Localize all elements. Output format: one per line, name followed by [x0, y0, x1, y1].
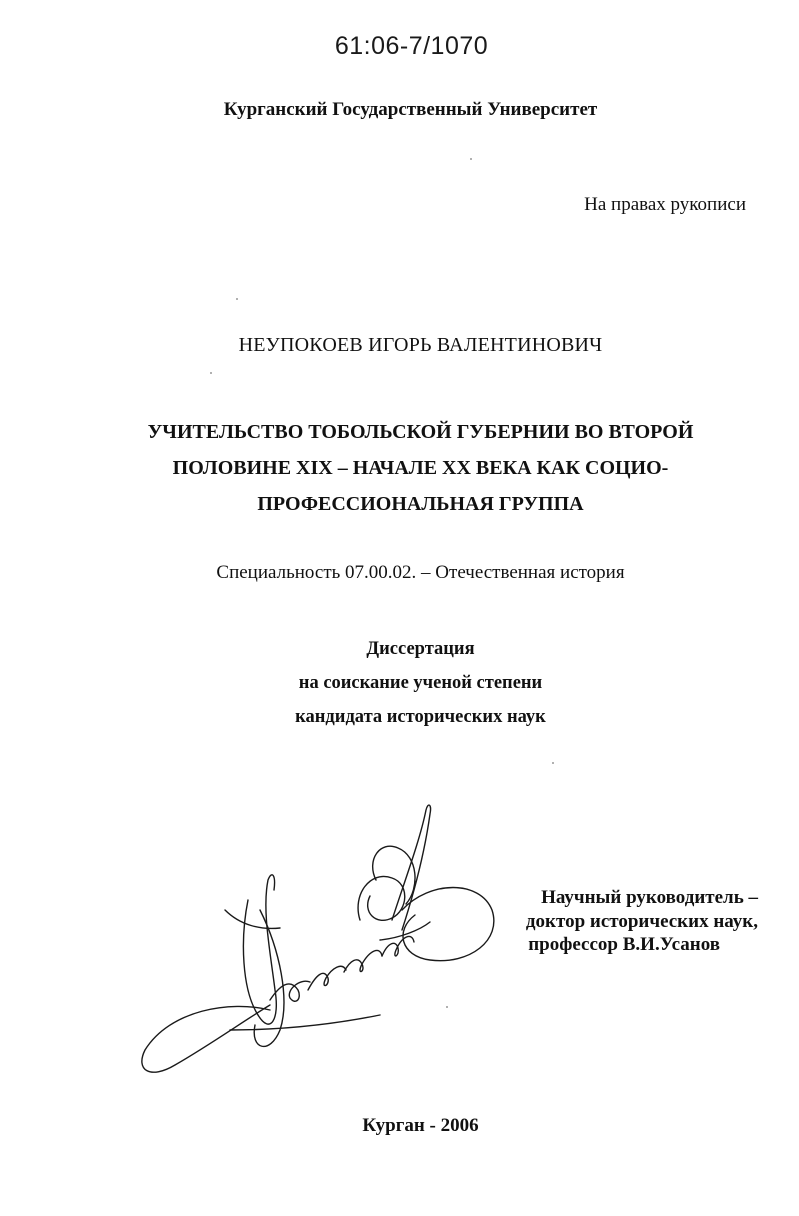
supervisor-line: Научный руководитель – [541, 887, 758, 908]
scan-speck [236, 298, 238, 300]
scan-speck [446, 1006, 448, 1008]
city-year: Курган - 2006 [362, 1115, 479, 1136]
supervisor-line: профессор В.И.Усанов [528, 934, 720, 955]
scan-speck [552, 762, 554, 764]
degree-statement [0, 632, 799, 734]
supervisor-line: доктор исторических наук, [525, 910, 758, 932]
specialty: Специальность 07.00.02. – Отечественная история [216, 562, 625, 583]
rights-note: На правах рукописи [584, 194, 746, 215]
supervisor-block [504, 886, 758, 957]
degree-line: Диссертация [366, 639, 475, 659]
thesis-title [0, 414, 799, 522]
thesis-title-line: ПРОФЕССИОНАЛЬНАЯ ГРУППА [257, 493, 584, 515]
catalog-number: 61:06-7/1070 [334, 32, 489, 60]
author-name: НЕУПОКОЕВ ИГОРЬ ВАЛЕНТИНОВИЧ [238, 334, 603, 356]
scan-speck [210, 372, 212, 374]
scan-speck [470, 158, 472, 160]
thesis-title-line: ПОЛОВИНЕ XIX – НАЧАЛЕ XX ВЕКА КАК СОЦИО- [172, 457, 669, 479]
handwritten-signature [130, 800, 500, 1090]
degree-line: на соискание ученой степени [298, 673, 543, 693]
degree-line: кандидата исторических наук [295, 707, 546, 727]
university-name: Курганский Государственный Университет [223, 99, 598, 120]
thesis-title-line: УЧИТЕЛЬСТВО ТОБОЛЬСКОЙ ГУБЕРНИИ ВО ВТОРОЙ [147, 421, 694, 443]
